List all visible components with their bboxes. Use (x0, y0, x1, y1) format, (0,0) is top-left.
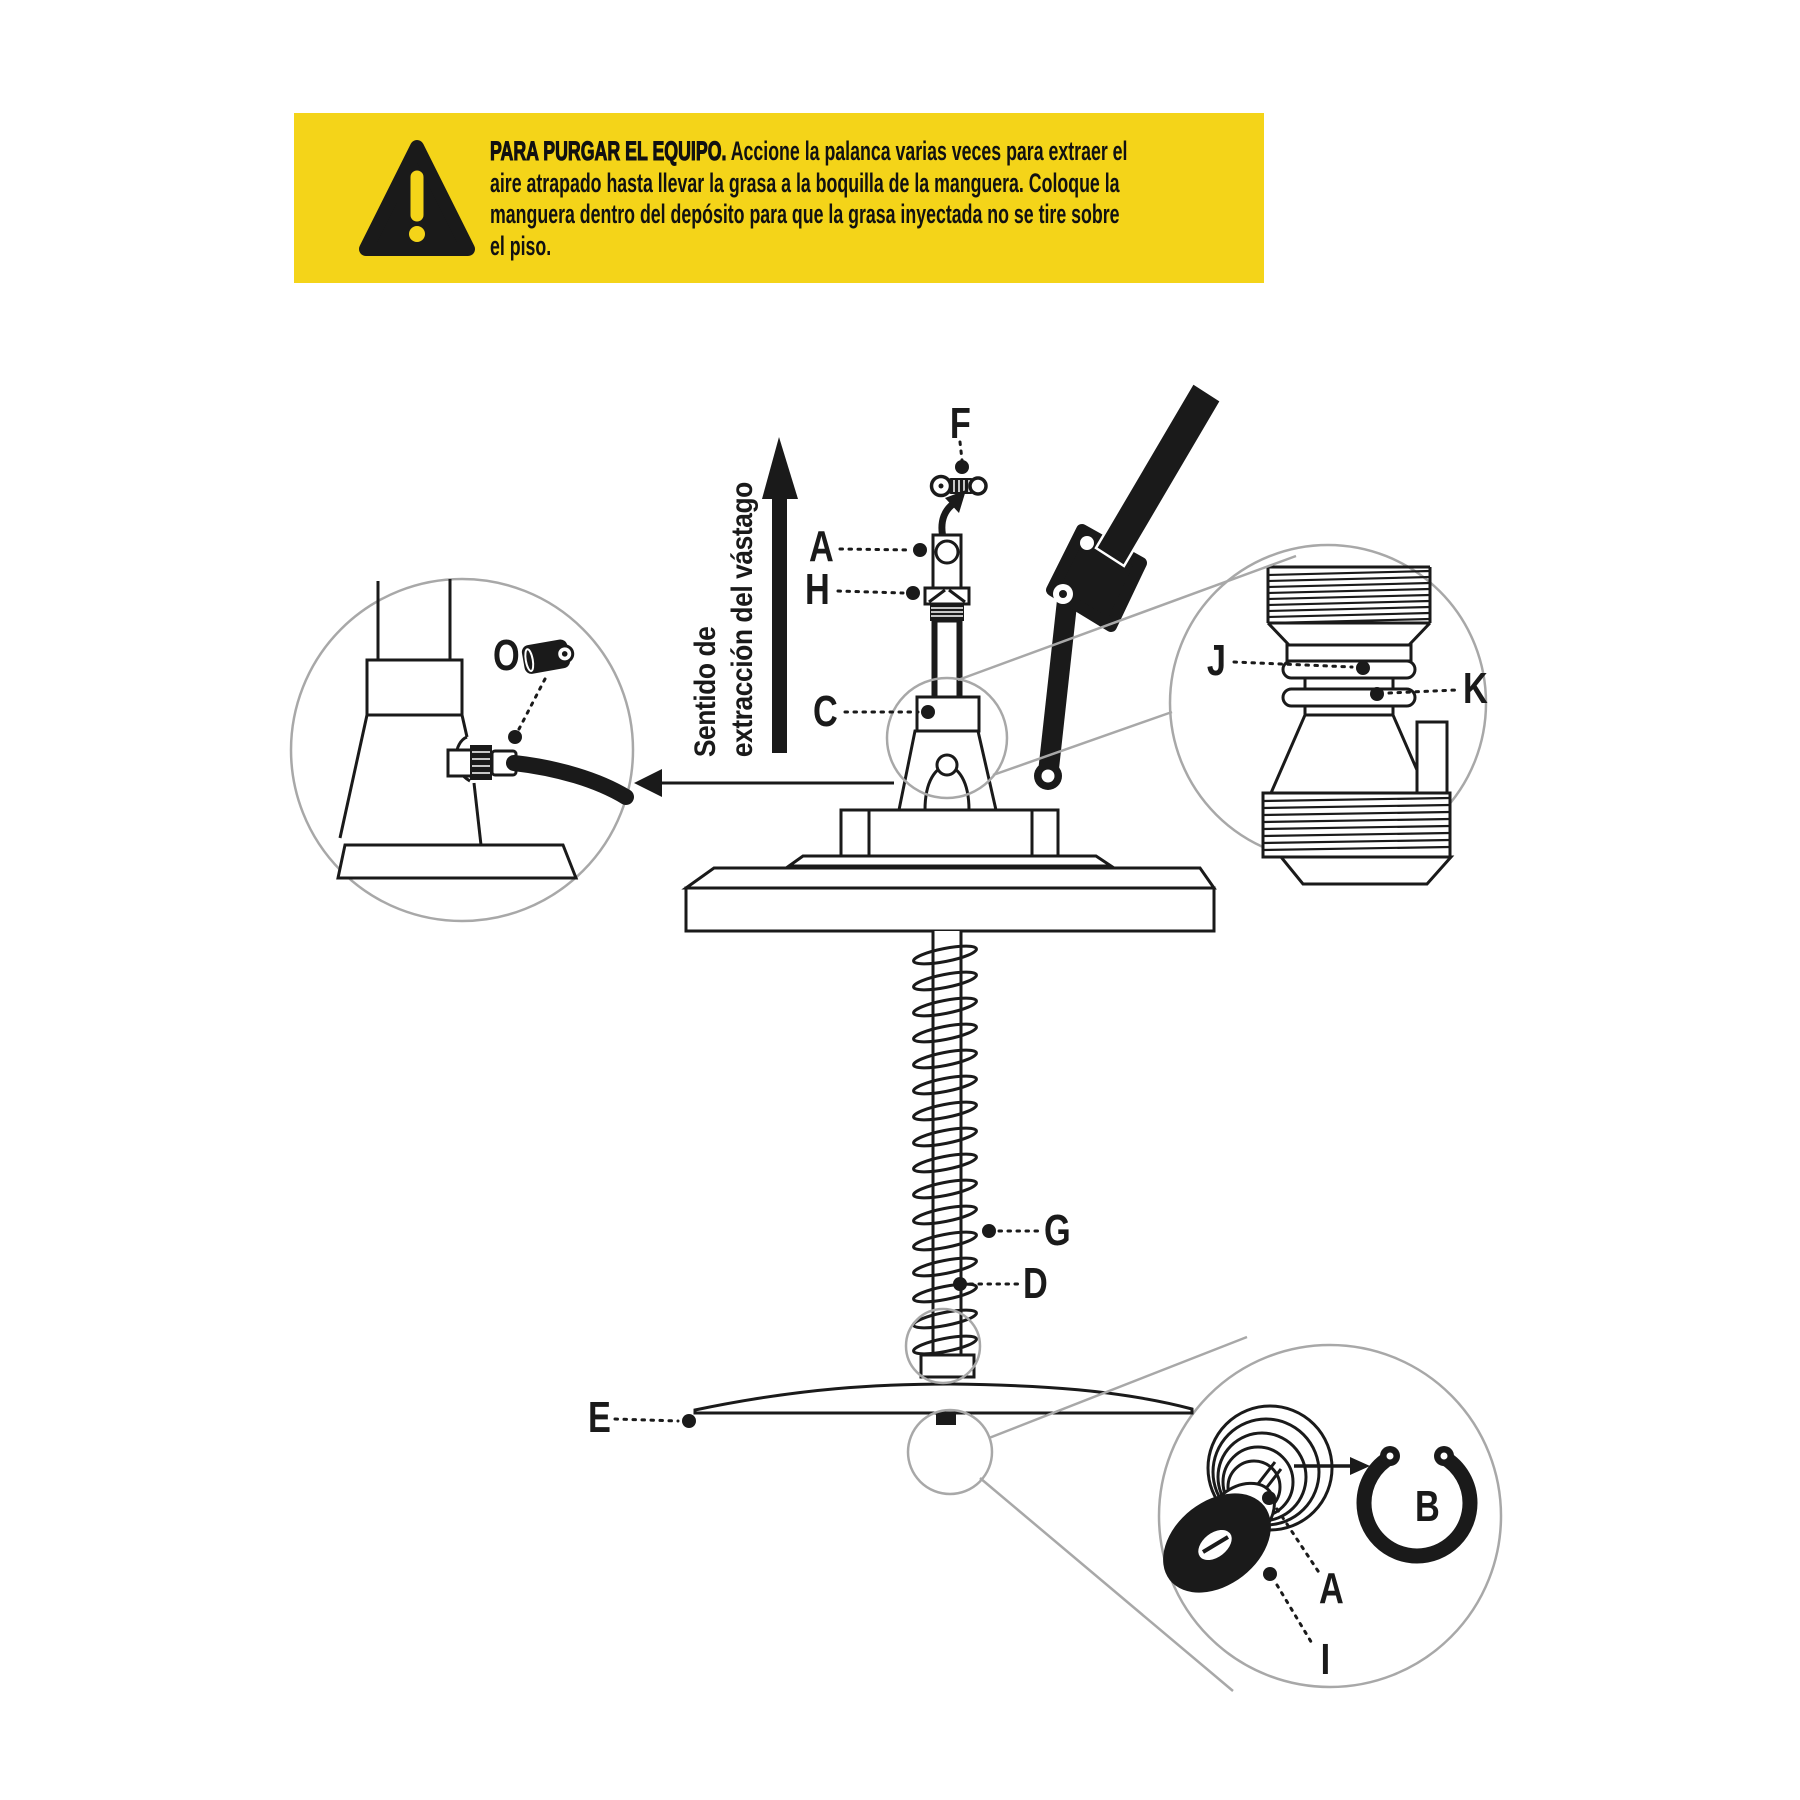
pump-base-and-lid (686, 810, 1214, 931)
plate-key (936, 1414, 956, 1425)
warning-triangle-icon (356, 139, 478, 257)
rod-spring-plate (695, 931, 1192, 1425)
part-label-K: K (1462, 664, 1488, 713)
part-label-B: B (1414, 1482, 1440, 1531)
part-K-ring (1283, 689, 1415, 706)
warning-line: aire atrapado hasta llevar la grasa a la boquilla de la manguera. Coloque la (490, 167, 1120, 198)
part-label-J: J (1206, 636, 1226, 685)
warning-heading: PARA PURGAR EL EQUIPO. (490, 136, 727, 166)
hose-direction-arrow (634, 769, 894, 797)
part-G-spring (910, 942, 982, 1358)
part-label-C: C (812, 687, 838, 736)
warning-line: PARA PURGAR EL EQUIPO. Accione la palanca varias veces para extraer el (490, 136, 1128, 166)
warning-line: el piso. (490, 230, 552, 261)
lever-handle (1052, 383, 1221, 626)
part-label-D: D (1022, 1259, 1048, 1308)
direction-label-line1: Sentido de (689, 626, 722, 758)
direction-label (687, 437, 763, 757)
part-label-E: E (587, 1393, 611, 1442)
part-F-pin (932, 477, 987, 496)
pump-assembly (686, 383, 1221, 931)
part-J-ring (1283, 661, 1415, 678)
part-label-A-top: A (808, 522, 834, 571)
part-label-H: H (804, 565, 830, 614)
warning-text (490, 136, 1127, 262)
part-label-O: O (493, 631, 519, 680)
part-label-I: I (1320, 1635, 1330, 1684)
part-C-pump-body (899, 697, 996, 810)
lever-link (1034, 600, 1077, 790)
part-label-G: G (1044, 1206, 1070, 1255)
warning-line: manguera dentro del depósito para que la grasa inyectada no se tire sobre (490, 199, 1120, 229)
part-H-nut (925, 588, 969, 621)
part-label-A-bottom: A (1318, 1564, 1344, 1613)
direction-label-line2: extracción del vástago (726, 482, 759, 758)
warning-banner (294, 113, 1264, 283)
part-label-F: F (949, 399, 971, 448)
extraction-direction-arrow (762, 437, 798, 753)
